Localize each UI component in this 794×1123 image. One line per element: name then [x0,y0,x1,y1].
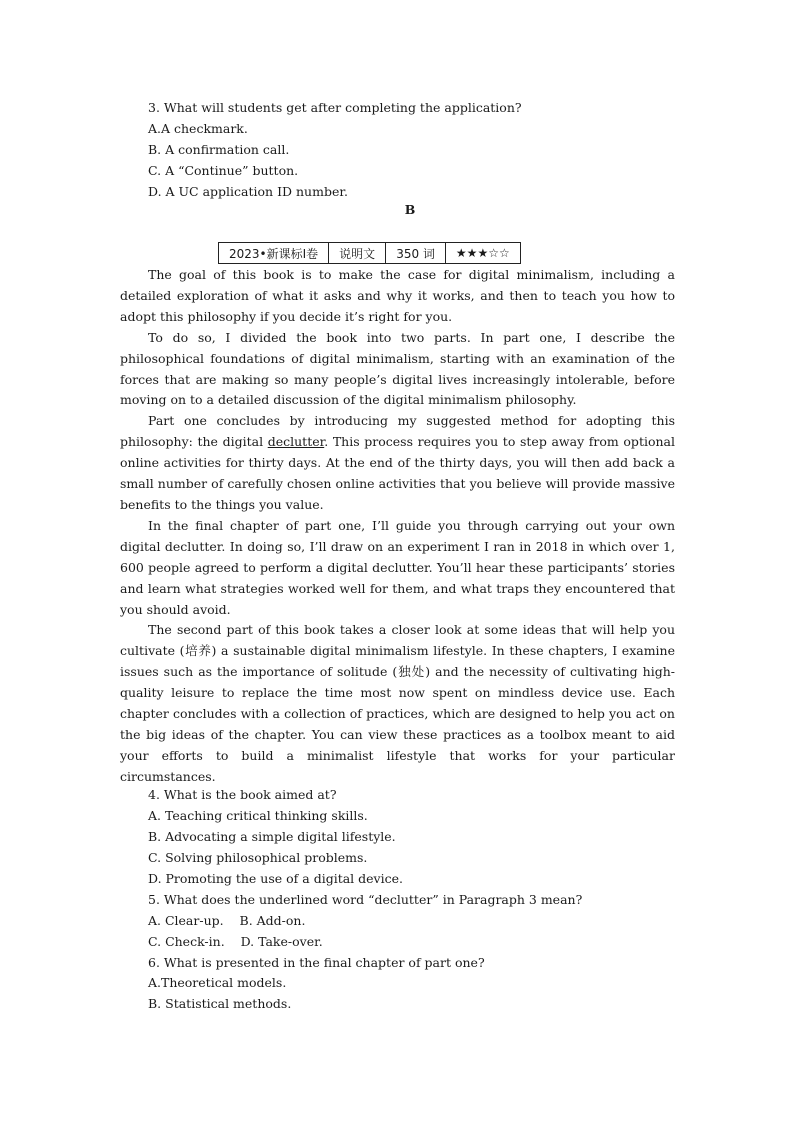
q3-option-a: A.A checkmark. [148,121,248,136]
question-4: 4. What is the book aimed at? [148,787,337,802]
q5-options-row-1: A. Clear-up. B. Add-on. [148,913,306,928]
q4-option-b: B. Advocating a simple digital lifestyle. [148,829,396,844]
paragraph-3-part-2: . This process requires you to step away from optional online activities for thirty days. At the end of the thirty days, you will then add back a small number of carefully chosen online activities that you believe will provide massive benefits to the things you value. [120,434,675,512]
q5-options-row-2: C. Check-in. D. Take-over. [148,934,323,949]
passage-source: 2023•新课标Ⅰ卷 [219,243,329,264]
q3-option-b: B. A confirmation call. [148,142,290,157]
q3-option-d: D. A UC application ID number. [148,184,348,199]
q6-option-b: B. Statistical methods. [148,996,292,1011]
paragraph-3 [120,411,675,516]
passage-word-count: 350 词 [386,243,446,264]
paragraph-4: In the final chapter of part one, I’ll guide you through carrying out your own digital declutter. In doing so, I’ll draw on an experiment I ran in 2018 in which over 1, 600 people agreed to perform a digital declutter. You’ll hear these participants’ stories and learn what strategies worked well for them, and what traps they encountered that you should avoid. [120,517,675,617]
passage-difficulty: ★★★☆☆ [445,243,520,264]
question-6: 6. What is presented in the final chapter of part one? [148,955,485,970]
paragraph-5: The second part of this book takes a closer look at some ideas that will help you cultivate (培养) a sustainable digital minimalism lifestyle. In these chapters, I examine issues such as the importance of solitude (独处) and the necessity of cultivating high-quality leisure to replace the time most now spent on mindless device use. Each chapter concludes with a collection of practices, which are designed to help you act on the big ideas of the chapter. You can view these practices as a toolbox meant to aid your efforts to build a minimalist lifestyle that works for your particular circumstances. [120,622,675,784]
q6-option-a: A.Theoretical models. [148,975,287,990]
passage-genre: 说明文 [329,243,386,264]
paragraph-2: To do so, I divided the book into two parts. In part one, I describe the philosophical foundations of digital minimalism, starting with an examination of the forces that are making so many people’s digital lives increasingly intolerable, before moving on to a detailed discussion of the digital minimalism philosophy. [120,329,675,408]
underlined-word: declutter [267,434,325,450]
passage-body [120,265,675,788]
paragraph-3-part-1: Part one concludes by introducing my suggested method for adopting this philosophy: the digital [120,413,675,450]
question-5: 5. What does the underlined word “declutter” in Paragraph 3 mean? [148,892,583,907]
q4-option-a: A. Teaching critical thinking skills. [148,808,368,823]
q4-option-d: D. Promoting the use of a digital device. [148,871,403,886]
paragraph-1: The goal of this book is to make the case for digital minimalism, including a detailed exploration of what it asks and why it works, and then to teach you how to adopt this philosophy if you decide it’s right for you. [120,267,675,324]
q3-option-c: C. A “Continue” button. [148,163,299,178]
question-3: 3. What will students get after completing the application? [148,100,522,115]
q4-option-c: C. Solving philosophical problems. [148,850,368,865]
section-letter: B [404,202,416,217]
passage-info-table [218,242,521,264]
